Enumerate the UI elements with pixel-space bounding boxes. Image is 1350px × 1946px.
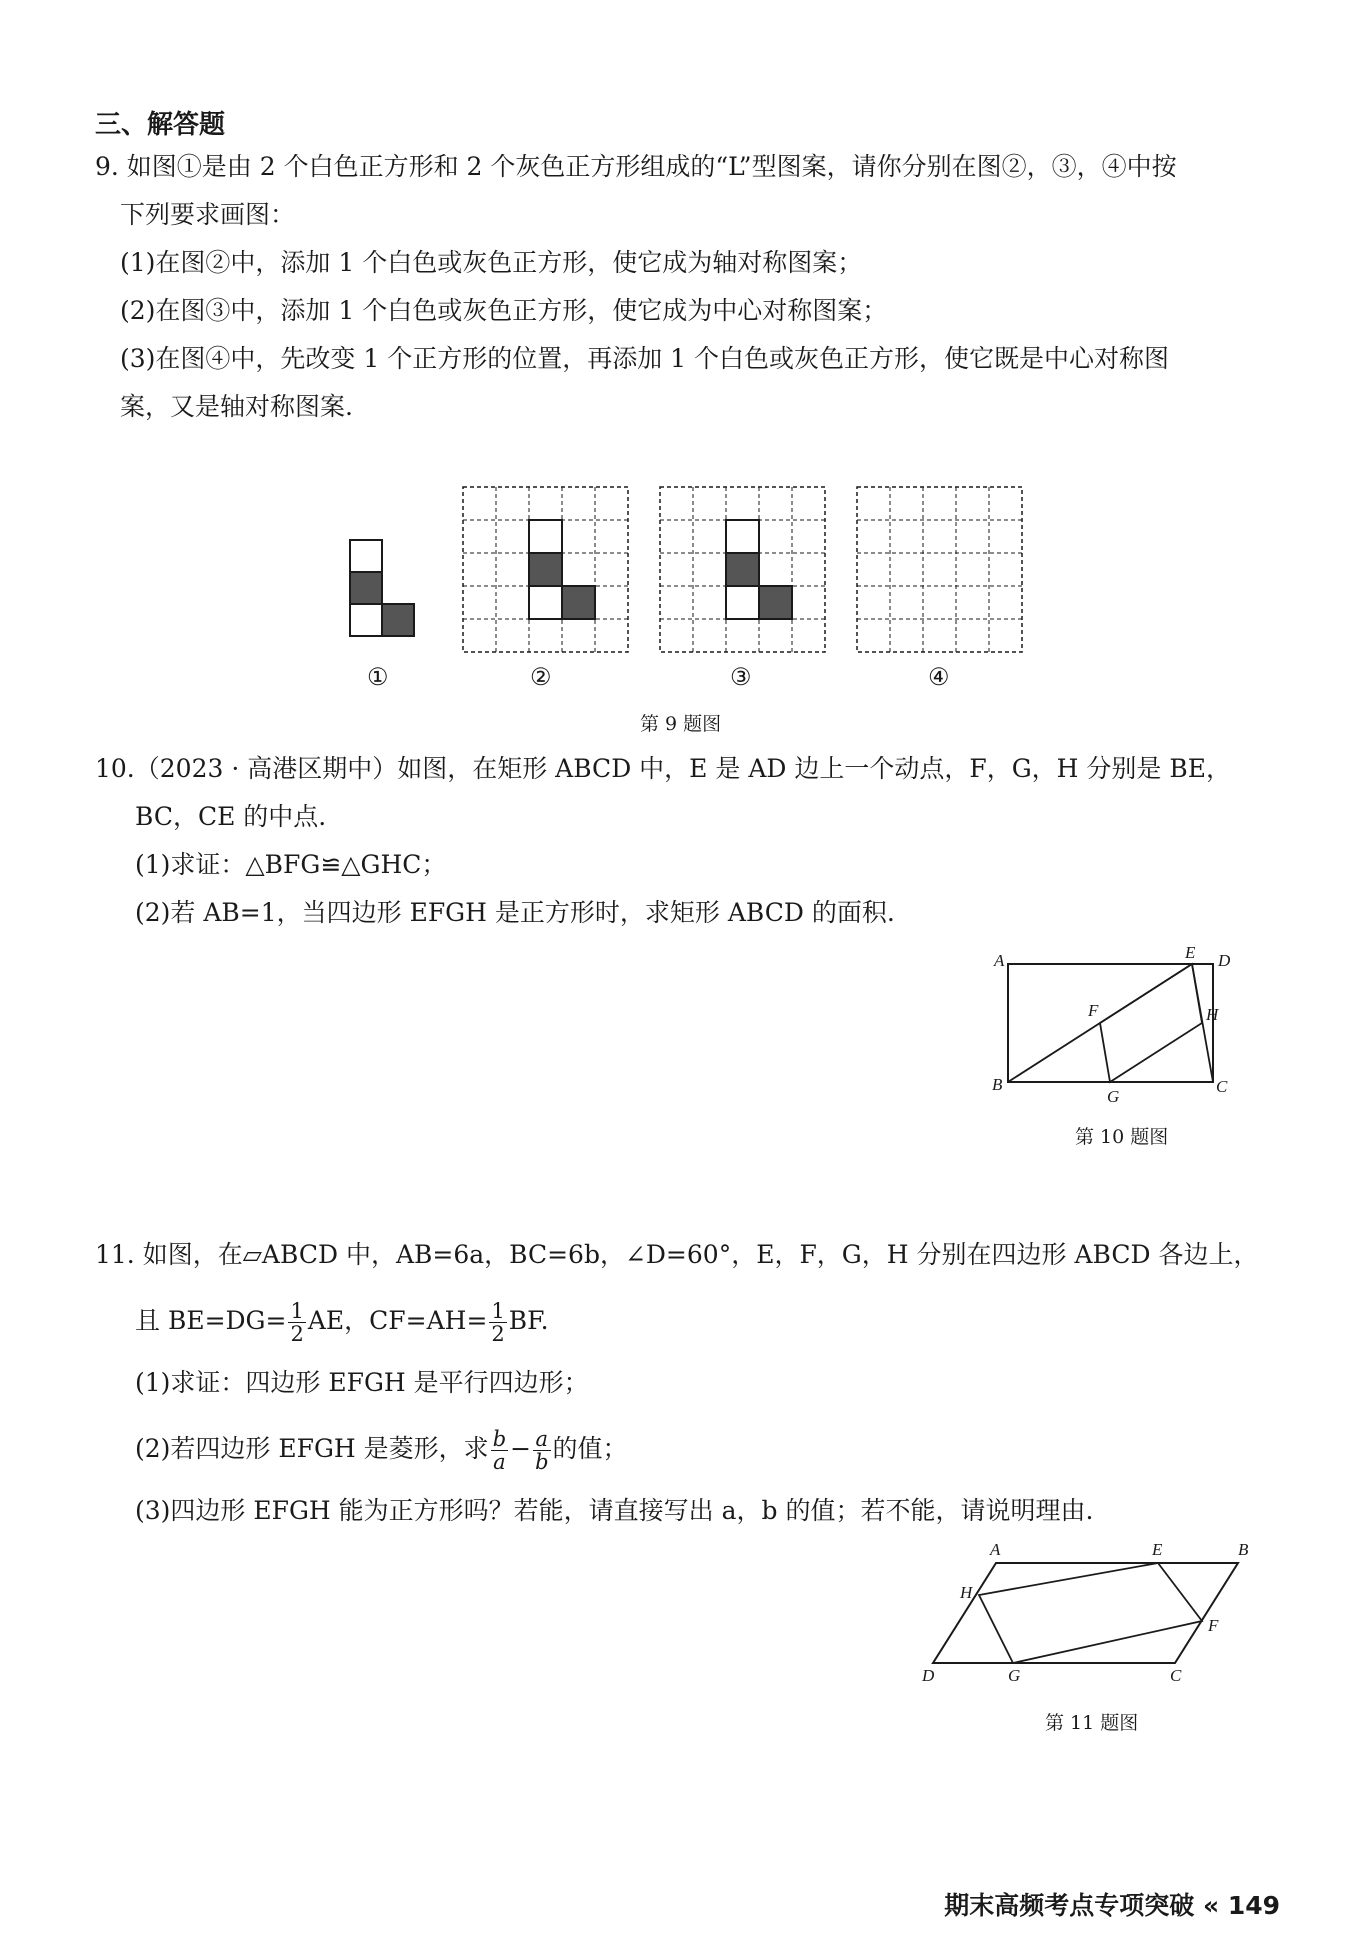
fraction-a-over-b: $\frac{a}{b}$ bbox=[535, 1427, 549, 1474]
point-d: D bbox=[1218, 951, 1231, 970]
point-d: D bbox=[922, 1666, 935, 1685]
fig4-grid bbox=[857, 487, 1022, 652]
q9-part3b: 案，又是轴对称图案. bbox=[120, 392, 353, 421]
point-a: A bbox=[990, 1540, 1001, 1559]
q9-part3a: (3)在图④中，先改变 1 个正方形的位置，再添加 1 个白色或灰色正方形，使它既是中心对称图 bbox=[120, 344, 1170, 373]
q11-line2-suffix: BF. bbox=[508, 1306, 549, 1335]
q10-line1: 10.（2023 · 高港区期中）如图，在矩形 ABCD 中，E 是 AD 边上一个动点，F，G，H 分别是 BE， bbox=[95, 754, 1232, 783]
quad-efgh bbox=[1100, 964, 1202, 1082]
q9-line1: 9. 如图①是由 2 个白色正方形和 2 个灰色正方形组成的“L”型图案，请你分别在图②，③，④中按 bbox=[95, 152, 1177, 181]
point-e: E bbox=[1152, 1540, 1163, 1559]
q11-figure bbox=[920, 1535, 1260, 1695]
parallelogram-abcd bbox=[933, 1563, 1238, 1663]
q11-line2-mid: AE，CF=AH= bbox=[307, 1306, 488, 1335]
q9-part2: (2)在图③中，添加 1 个白色或灰色正方形，使它成为中心对称图案； bbox=[120, 296, 888, 325]
q11-part1: (1)求证：四边形 EFGH 是平行四边形； bbox=[135, 1368, 589, 1397]
fraction-half-2: $\frac{1}{2}$ bbox=[491, 1299, 505, 1346]
fig-label-3: ③ bbox=[730, 663, 752, 691]
quad-efgh bbox=[979, 1563, 1202, 1663]
fig-label-4: ④ bbox=[928, 663, 950, 691]
q10-part1: (1)求证：△BFG≌△GHC； bbox=[135, 850, 447, 879]
point-a: A bbox=[994, 951, 1005, 970]
q11-part2 bbox=[135, 1428, 628, 1473]
q11-line2-prefix: 且 BE=DG= bbox=[135, 1306, 287, 1335]
point-h: H bbox=[960, 1583, 973, 1602]
fig-label-1: ① bbox=[367, 663, 389, 691]
q11-minus: − bbox=[510, 1434, 532, 1463]
q9-caption: 第 9 题图 bbox=[640, 713, 722, 735]
page-footer bbox=[944, 1886, 1280, 1922]
point-c: C bbox=[1216, 1077, 1228, 1096]
q11-caption: 第 11 题图 bbox=[1045, 1712, 1139, 1734]
q10-line2: BC，CE 的中点. bbox=[135, 802, 327, 831]
fig3-grid bbox=[660, 487, 825, 652]
q9-line2: 下列要求画图： bbox=[120, 200, 296, 229]
fraction-half-1: $\frac{1}{2}$ bbox=[290, 1299, 304, 1346]
point-f: F bbox=[1088, 1001, 1099, 1020]
fig2-grid bbox=[463, 487, 628, 652]
fig-label-2: ② bbox=[530, 663, 552, 691]
point-g: G bbox=[1107, 1087, 1120, 1106]
point-g: G bbox=[1008, 1666, 1021, 1685]
q9-part1: (1)在图②中，添加 1 个白色或灰色正方形，使它成为轴对称图案； bbox=[120, 248, 863, 277]
fig1-l-shape bbox=[350, 540, 414, 636]
q9-figure bbox=[340, 480, 1040, 660]
point-b: B bbox=[1238, 1540, 1249, 1559]
q11-part2-suffix: 的值； bbox=[552, 1434, 628, 1463]
section-title: 三、解答题 bbox=[95, 110, 226, 140]
footer-title: 期末高频考点专项突破 bbox=[944, 1891, 1195, 1920]
q11-part3: (3)四边形 EFGH 能为正方形吗？若能，请直接写出 a，b 的值；若不能，请说明理由. bbox=[135, 1496, 1094, 1525]
point-f: F bbox=[1208, 1616, 1219, 1635]
q10-figure bbox=[980, 940, 1260, 1110]
point-e: E bbox=[1185, 943, 1196, 962]
q10-part2: (2)若 AB=1，当四边形 EFGH 是正方形时，求矩形 ABCD 的面积. bbox=[135, 898, 895, 927]
page-number: 149 bbox=[1227, 1891, 1280, 1920]
q11-part2-prefix: (2)若四边形 EFGH 是菱形，求 bbox=[135, 1434, 489, 1463]
point-b: B bbox=[992, 1075, 1003, 1094]
fraction-b-over-a: $\frac{b}{a}$ bbox=[492, 1427, 507, 1474]
point-c: C bbox=[1170, 1666, 1182, 1685]
chevron-left-icon: « bbox=[1202, 1891, 1220, 1920]
point-h: H bbox=[1206, 1005, 1219, 1024]
q10-caption: 第 10 题图 bbox=[1075, 1126, 1169, 1148]
q11-line1: 11. 如图，在▱ABCD 中，AB=6a，BC=6b，∠D=60°，E，F，G，H 分别在四边形 ABCD 各边上， bbox=[95, 1240, 1259, 1269]
q11-line2 bbox=[135, 1300, 549, 1345]
rect-abcd bbox=[1008, 964, 1213, 1082]
